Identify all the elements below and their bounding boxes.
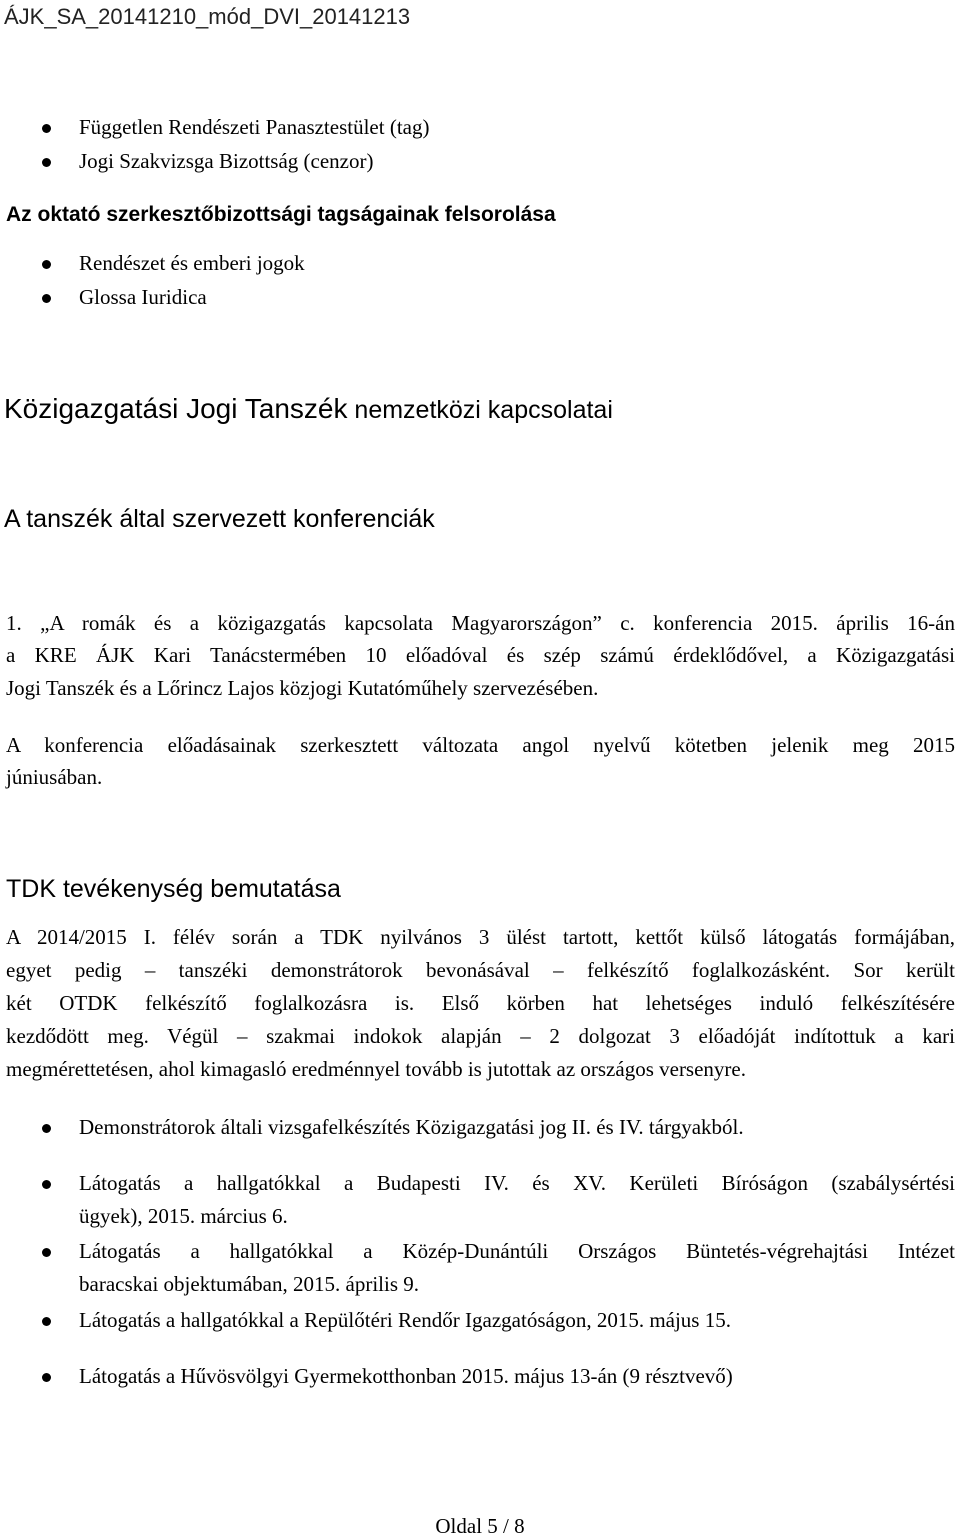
paragraph-line: A 2014/2015 I. félév során a TDK nyilvános 3 ülést tartott, kettőt külső látogatás formájában,	[6, 925, 955, 949]
editorial-heading: Az oktató szerkesztőbizottsági tagságainak felsorolása	[6, 203, 556, 226]
list-item-text: Jogi Szakvizsga Bizottság (cenzor)	[79, 149, 374, 173]
list-item	[0, 1306, 960, 1336]
paragraph-line: kezdődött meg. Végül – szakmai indokok alapján – 2 dolgozat 3 előadóját indítottuk a kari	[6, 1024, 955, 1048]
list-item-text: Rendészet és emberi jogok	[79, 251, 305, 275]
list-item-text: Látogatás a hallgatókkal a Budapesti IV. és XV. Kerületi Bíróságon (szabálysértési	[79, 1171, 955, 1195]
list-item-text-continued: baracskai objektumában, 2015. április 9.	[79, 1272, 419, 1296]
list-item-text: Glossa Iuridica	[79, 285, 207, 309]
paragraph-line: 1. „A romák és a közigazgatás kapcsolata Magyarországon” c. konferencia 2015. április 16-án	[6, 611, 955, 635]
bullet-icon	[42, 1317, 51, 1326]
tdk-heading: TDK tevékenység bemutatása	[6, 875, 341, 903]
list-item	[0, 1169, 960, 1231]
list-item	[0, 1237, 960, 1299]
bullet-icon	[42, 124, 51, 133]
conferences-heading: A tanszék által szervezett konferenciák	[4, 505, 435, 533]
paragraph-line: Jogi Tanszék és a Lőrincz Lajos közjogi Kutatóműhely szervezésében.	[6, 676, 599, 700]
bullet-icon	[42, 260, 51, 269]
bullet-icon	[42, 1248, 51, 1257]
list-item-text-continued: ügyek), 2015. március 6.	[79, 1204, 288, 1228]
paragraph-line: a KRE ÁJK Kari Tanácstermében 10 előadóval és szép számú érdeklődővel, a Közigazgatási	[6, 643, 955, 667]
list-item-text: Látogatás a hallgatókkal a Repülőtéri Rendőr Igazgatóságon, 2015. május 15.	[79, 1308, 731, 1332]
paragraph-line: A konferencia előadásainak szerkesztett változata angol nyelvű kötetben jelenik meg 2015	[6, 733, 955, 757]
section-title-department: Közigazgatási Jogi Tanszék	[4, 393, 348, 424]
list-item	[0, 1113, 960, 1143]
section-title-suffix: nemzetközi kapcsolatai	[347, 396, 613, 424]
bullet-icon	[42, 1373, 51, 1382]
list-item	[0, 249, 960, 279]
list-item	[0, 1362, 960, 1392]
list-item-text: Független Rendészeti Panasztestület (tag)	[79, 115, 430, 139]
list-item	[0, 113, 960, 143]
section-title	[4, 393, 613, 425]
list-item	[0, 283, 960, 313]
paragraph-line: egyet pedig – tanszéki demonstrátorok bevonásával – felkészítő foglalkozásként. Sor került	[6, 958, 955, 982]
bullet-icon	[42, 1124, 51, 1133]
paragraph-line: júniusában.	[6, 765, 103, 789]
bullet-icon	[42, 294, 51, 303]
paragraph-line: két OTDK felkészítő foglalkozásra is. Első körben hat lehetséges induló felkészítésére	[6, 991, 955, 1015]
list-item-text: Demonstrátorok általi vizsgafelkészítés Közigazgatási jog II. és IV. tárgyakból.	[79, 1115, 744, 1139]
bullet-icon	[42, 1180, 51, 1189]
document-id-header: ÁJK_SA_20141210_mód_DVI_20141213	[4, 4, 411, 29]
list-item-text: Látogatás a Hűvösvölgyi Gyermekotthonban 2015. május 13-án (9 résztvevő)	[79, 1364, 733, 1388]
list-item-text: Látogatás a hallgatókkal a Közép-Dunántúli Országos Büntetés-végrehajtási Intézet	[79, 1239, 955, 1263]
list-item	[0, 147, 960, 177]
bullet-icon	[42, 158, 51, 167]
page-number-footer: Oldal 5 / 8	[435, 1514, 525, 1538]
paragraph-line: megmérettetésen, ahol kimagasló eredménnyel tovább is jutottak az országos versenyre.	[6, 1057, 746, 1081]
